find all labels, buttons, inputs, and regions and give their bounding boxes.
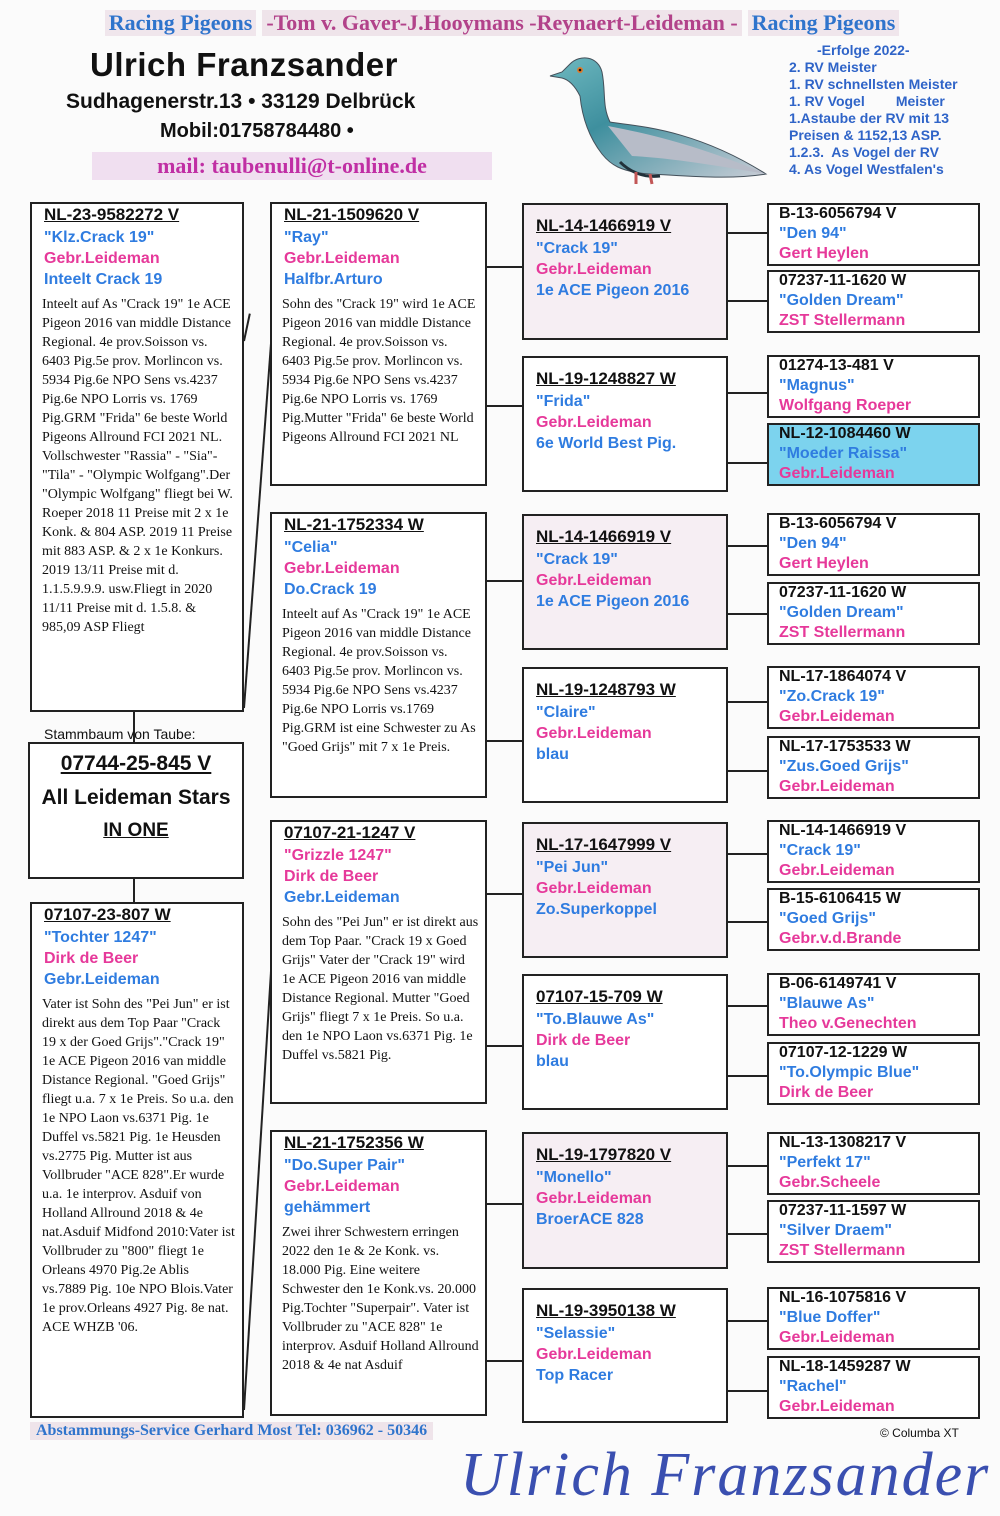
gg-grandparent-breeder: ZST Stellermann (779, 624, 906, 641)
gg-grandparent-ring: B-06-6149741 V (779, 975, 897, 992)
great-grandparent-ring: NL-14-1466919 V (536, 216, 672, 235)
gg-grandparent-card[interactable] (767, 355, 980, 418)
gg-grandparent-ring: 01274-13-481 V (779, 357, 894, 374)
grandparent-card[interactable] (270, 512, 487, 798)
grandparent-info: Do.Crack 19 (284, 581, 377, 598)
father-card[interactable] (30, 202, 244, 712)
grandparent-card[interactable] (270, 202, 487, 486)
gg-grandparent-ring: NL-12-1084460 W (779, 425, 911, 442)
great-grandparent-info: blau (536, 1053, 569, 1070)
great-grandparent-name: "Crack 19" (536, 551, 618, 568)
gg-grandparent-card[interactable] (767, 270, 980, 333)
gg-grandparent-name: "To.Olympic Blue" (779, 1064, 920, 1081)
gg-grandparent-name: "Den 94" (779, 535, 847, 552)
achievement-item: 4. As Vogel Westfalen's (789, 161, 944, 177)
gg-grandparent-breeder: Gebr.Leideman (779, 778, 895, 795)
gg-grandparent-breeder: Gebr.Leideman (779, 1398, 895, 1415)
grandparent-info: Halfbr.Arturo (284, 271, 383, 288)
owner-name: Ulrich Franzsander (90, 46, 398, 83)
mother-description: Vater ist Sohn des "Pei Jun" er ist direkt aus dem Top Paar "Crack 19 x der Goed Grijs"."Crack 19" 1e ACE Pigeon 2016 van middle Distance Regional. "Goed Grijs" fliegt u.a. 7 x 1e Preis. So u.a. den 1e NPO Laon vs.6371 Pig. 1e Duffel vs.5821 Pig. 1e Heusden vs.2775 Pig. Mutter ist aus Vollbruder "ACE 828".Er wurde u.a. 1e interprov. Asduif von Holland Allround 2018 & 4e nat.Asduif Midfond 2010:Vater ist Vollbruder zu "800" fliegt 1e Orleans 4970 Pig.2e Ablis vs.7889 Pig. 10e NPO Blois.Vater 1e prov.Orleans 4927 Pig. 8e nat. ACE WHZB '06. (42, 997, 235, 1335)
great-grandparent-info: blau (536, 746, 569, 763)
gg-grandparent-ring: NL-14-1466919 V (779, 822, 907, 839)
gg-grandparent-card[interactable] (767, 582, 980, 645)
gg-grandparent-card[interactable] (767, 1287, 980, 1350)
gg-grandparent-card[interactable] (767, 973, 980, 1036)
great-grandparent-info: Zo.Superkoppel (536, 901, 657, 918)
gg-grandparent-breeder: Gebr.Leideman (779, 708, 895, 725)
subject-line1: All Leideman Stars (41, 786, 231, 809)
great-grandparent-ring: NL-19-1248827 W (536, 369, 676, 388)
great-grandparent-breeder: Gebr.Leideman (536, 1346, 652, 1363)
grandparent-description: Sohn des "Crack 19" wird 1e ACE Pigeon 2016 van middle Distance Regional. 4e prov.Soisson vs. 6403 Pig.5e prov. Morlincon vs. 5934 Pig.6e NPO Sens vs.4237 Pig.6e NPO Lorris vs. 1769 Pig.Mutter "Frida" 6e beste World Pigeons Allround FCI 2021 NL (282, 297, 476, 445)
gg-grandparent-breeder: Dirk de Beer (779, 1084, 874, 1101)
grandparent-ring: NL-21-1752356 W (284, 1133, 424, 1152)
grandparent-ring: NL-21-1509620 V (284, 205, 420, 224)
grandparent-name: "Grizzle 1247" (284, 847, 392, 864)
gg-grandparent-name: "Golden Dream" (779, 292, 904, 309)
great-grandparent-name: "Monello" (536, 1169, 612, 1186)
pedigree-service: Abstammungs-Service Gerhard Most Tel: 036962 - 50346 (30, 1422, 433, 1440)
gg-grandparent-card[interactable] (767, 203, 980, 266)
great-grandparent-breeder: Gebr.Leideman (536, 261, 652, 278)
gg-grandparent-ring: B-13-6056794 V (779, 205, 897, 222)
great-grandparent-card[interactable] (522, 974, 728, 1110)
grandparent-card[interactable] (270, 820, 487, 1104)
grandparent-card[interactable] (270, 1130, 487, 1416)
gg-grandparent-card[interactable] (767, 666, 980, 729)
grandparent-description: Sohn des "Pei Jun" er ist direkt aus dem Top Paar. "Crack 19 x Goed Grijs" Vater der "Crack 19" wird 1e ACE Pigeon 2016 van middle Distance Regional. Mutter "Goed Grijs" fliegt 7 x 1e Preis. So u.a. den 1e NPO Laon vs.6371 Pig. 1e Duffel vs.5821 Pig. (282, 915, 479, 1063)
mother-ring: 07107-23-807 W (44, 905, 171, 924)
gg-grandparent-ring: 07107-12-1229 W (779, 1044, 908, 1061)
father-breeder: Gebr.Leideman (44, 250, 160, 267)
great-grandparent-card[interactable] (522, 1288, 728, 1423)
gg-grandparent-breeder: Gebr.Scheele (779, 1174, 881, 1191)
achievement-item: 1.2.3. As Vogel der RV (789, 144, 939, 160)
copyright: © Columba XT (880, 1426, 959, 1440)
great-grandparent-ring: NL-17-1647999 V (536, 835, 672, 854)
great-grandparent-ring: NL-19-1248793 W (536, 680, 676, 699)
owner-mobile: Mobil:01758784480 • (160, 120, 354, 142)
owner-address: Sudhagenerstr.13 • 33129 Delbrück (66, 90, 416, 113)
gg-grandparent-ring: 07237-11-1620 W (779, 584, 907, 601)
gg-grandparent-card[interactable] (767, 1356, 980, 1419)
great-grandparent-name: "To.Blauwe As" (536, 1011, 655, 1028)
banner-left: Racing Pigeons (105, 10, 257, 36)
achievement-item: 2. RV Meister (789, 59, 877, 75)
grandparent-ring: NL-21-1752334 W (284, 515, 424, 534)
grandparent-description: Inteelt auf As "Crack 19" 1e ACE Pigeon 2016 van middle Distance Regional. 4e prov.Soisson vs. 6403 Pig.5e prov. Morlincon vs. 5934 Pig.6e NPO Sens vs.4237 Pig.6e NPO Lorris vs.1769 Pig.GRM ist eine Schwester zu As "Goed Grijs" mit 7 x 1e Preis. (282, 607, 476, 755)
gg-grandparent-ring: NL-16-1075816 V (779, 1289, 907, 1306)
gg-grandparent-ring: NL-18-1459287 W (779, 1358, 911, 1375)
banner-right: Racing Pigeons (748, 10, 900, 36)
great-grandparent-card[interactable] (522, 356, 728, 492)
mother-card[interactable] (30, 902, 244, 1418)
gg-grandparent-breeder: Gebr.v.d.Brande (779, 930, 902, 947)
subject-ring: 07744-25-845 V (60, 752, 212, 775)
great-grandparent-info: Top Racer (536, 1367, 614, 1384)
gg-grandparent-card[interactable] (767, 888, 980, 951)
grandparent-breeder: Gebr.Leideman (284, 1178, 400, 1195)
gg-grandparent-card[interactable] (767, 736, 980, 799)
subject-card[interactable] (28, 742, 244, 879)
great-grandparent-name: "Selassie" (536, 1325, 616, 1342)
great-grandparent-card[interactable] (522, 822, 728, 958)
great-grandparent-name: "Pei Jun" (536, 859, 609, 876)
gg-grandparent-breeder: Gebr.Leideman (779, 465, 895, 482)
mother-info: Gebr.Leideman (44, 971, 160, 988)
achievement-item: 1.Astaube der RV mit 13 (789, 110, 950, 126)
gg-grandparent-breeder: Gebr.Leideman (779, 862, 895, 879)
grandparent-info: gehämmert (284, 1199, 371, 1216)
gg-grandparent-name: "Crack 19" (779, 842, 861, 859)
great-grandparent-ring: NL-19-1797820 V (536, 1145, 672, 1164)
gg-grandparent-name: "Goed Grijs" (779, 910, 876, 927)
achievement-item: 1. RV schnellsten Meister (789, 76, 958, 92)
mother-name: "Tochter 1247" (44, 929, 157, 946)
gg-grandparent-name: "Perfekt 17" (779, 1154, 871, 1171)
great-grandparent-card[interactable] (522, 667, 728, 803)
gg-grandparent-ring: NL-17-1864074 V (779, 668, 907, 685)
achievements-title: -Erfolge 2022- (817, 42, 910, 58)
grandparent-breeder: Dirk de Beer (284, 868, 379, 885)
great-grandparent-info: 6e World Best Pig. (536, 435, 677, 452)
subject-line2: IN ONE (103, 820, 169, 841)
great-grandparent-name: "Frida" (536, 393, 591, 410)
gg-grandparent-breeder: ZST Stellermann (779, 312, 906, 329)
signature: Ulrich Franzsander (460, 1441, 991, 1509)
gg-grandparent-name: "Rachel" (779, 1378, 847, 1395)
gg-grandparent-card[interactable] (767, 513, 980, 576)
grandparent-breeder: Gebr.Leideman (284, 560, 400, 577)
gg-grandparent-breeder: ZST Stellermann (779, 1242, 906, 1259)
great-grandparent-card[interactable] (522, 514, 728, 650)
gg-grandparent-name: "Den 94" (779, 225, 847, 242)
gg-grandparent-name: "Zo.Crack 19" (779, 688, 885, 705)
great-grandparent-breeder: Gebr.Leideman (536, 1190, 652, 1207)
great-grandparent-breeder: Gebr.Leideman (536, 572, 652, 589)
great-grandparent-info: BroerACE 828 (536, 1211, 644, 1228)
gg-grandparent-ring: 07237-11-1597 W (779, 1202, 907, 1219)
grandparent-info: Gebr.Leideman (284, 889, 400, 906)
great-grandparent-info: 1e ACE Pigeon 2016 (536, 593, 690, 610)
mother-breeder: Dirk de Beer (44, 950, 139, 967)
gg-grandparent-name: "Magnus" (779, 377, 855, 394)
gg-grandparent-breeder: Theo v.Genechten (779, 1015, 917, 1032)
achievement-item: Preisen & 1152,13 ASP. (789, 127, 942, 143)
gg-grandparent-name: "Blauwe As" (779, 995, 875, 1012)
grandparent-name: "Ray" (284, 229, 329, 246)
great-grandparent-card[interactable] (522, 1132, 728, 1269)
gg-grandparent-card[interactable] (767, 1132, 980, 1195)
gg-grandparent-ring: NL-17-1753533 W (779, 738, 911, 755)
father-ring: NL-23-9582272 V (44, 205, 180, 224)
gg-grandparent-breeder: Gert Heylen (779, 555, 869, 572)
father-info: Inteelt Crack 19 (44, 271, 163, 288)
achievement-item: 1. RV Vogel Meister (789, 93, 945, 109)
gg-grandparent-card[interactable] (767, 1200, 980, 1263)
gg-grandparent-ring: B-15-6106415 W (779, 890, 901, 907)
gg-grandparent-breeder: Gebr.Leideman (779, 1329, 895, 1346)
gg-grandparent-card[interactable] (767, 1042, 980, 1105)
great-grandparent-name: "Claire" (536, 704, 596, 721)
gg-grandparent-name: "Blue Doffer" (779, 1309, 881, 1326)
gg-grandparent-ring: NL-13-1308217 V (779, 1134, 907, 1151)
gg-grandparent-ring: 07237-11-1620 W (779, 272, 907, 289)
great-grandparent-breeder: Gebr.Leideman (536, 414, 652, 431)
gg-grandparent-ring: B-13-6056794 V (779, 515, 897, 532)
great-grandparent-ring: NL-19-3950138 W (536, 1301, 676, 1320)
gg-grandparent-name: "Zus.Goed Grijs" (779, 758, 909, 775)
great-grandparent-breeder: Gebr.Leideman (536, 725, 652, 742)
grandparent-ring: 07107-21-1247 V (284, 823, 416, 842)
grandparent-name: "Do.Super Pair" (284, 1157, 405, 1174)
grandparent-breeder: Gebr.Leideman (284, 250, 400, 267)
gg-grandparent-card[interactable] (767, 820, 980, 883)
great-grandparent-breeder: Dirk de Beer (536, 1032, 631, 1049)
great-grandparent-info: 1e ACE Pigeon 2016 (536, 282, 690, 299)
great-grandparent-name: "Crack 19" (536, 240, 618, 257)
pedigree-label: Stammbaum von Taube: (44, 726, 196, 742)
owner-email[interactable]: mail: taubenulli@t-online.de (92, 152, 492, 180)
father-name: "Klz.Crack 19" (44, 229, 155, 246)
grandparent-description: Zwei ihrer Schwestern erringen 2022 den 1e & 2e Konk. vs. 18.000 Pig. Eine weitere Schwester den 1e Konk.vs. 20.000 Pig.Tochter "Superpair". Vater ist Vollbruder zu "ACE 828" 1e interprov. Asduif Holland Allround 2018 & 4e nat Asduif (282, 1225, 479, 1373)
father-description: Inteelt auf As "Crack 19" 1e ACE Pigeon 2016 van middle Distance Regional. 4e prov.Soisson vs. 6403 Pig.5e prov. Morlincon vs. 5934 Pig.6e NPO Sens vs.4237 Pig.6e NPO Lorris vs. 1769 Pig.GRM "Frida" 6e beste World Pigeons Allround FCI 2021 NL. Vollschwester "Rassia" - "Sia"- "Tila" - "Olympic Wolfgang".Der "Olympic Wolfgang" fliegt bei W. Roeper 2018 11 Preise mit 2 x 1e Konk. & 804 ASP. 2019 11 Preise mit 883 ASP. & 2 x 1e Konkurs. 2019 13/11 Preise mit d. 1.1.5.9.9.9. usw.Fliegt in 2020 11/11 Preise mit d. 1.5.8. & 985,09 ASP Fliegt (42, 297, 233, 635)
gg-grandparent-breeder: Wolfgang Roeper (779, 397, 912, 414)
great-grandparent-ring: NL-14-1466919 V (536, 527, 672, 546)
gg-grandparent-name: "Silver Draem" (779, 1222, 893, 1239)
gg-grandparent-card[interactable] (767, 423, 980, 486)
gg-grandparent-breeder: Gert Heylen (779, 245, 869, 262)
gg-grandparent-name: "Moeder Raissa" (779, 445, 908, 462)
grandparent-name: "Celia" (284, 539, 338, 556)
great-grandparent-breeder: Gebr.Leideman (536, 880, 652, 897)
banner-middle: -Tom v. Gaver-J.Hooymans -Reynaert-Leideman - (262, 10, 741, 36)
great-grandparent-card[interactable] (522, 203, 728, 340)
great-grandparent-ring: 07107-15-709 W (536, 987, 663, 1006)
gg-grandparent-name: "Golden Dream" (779, 604, 904, 621)
